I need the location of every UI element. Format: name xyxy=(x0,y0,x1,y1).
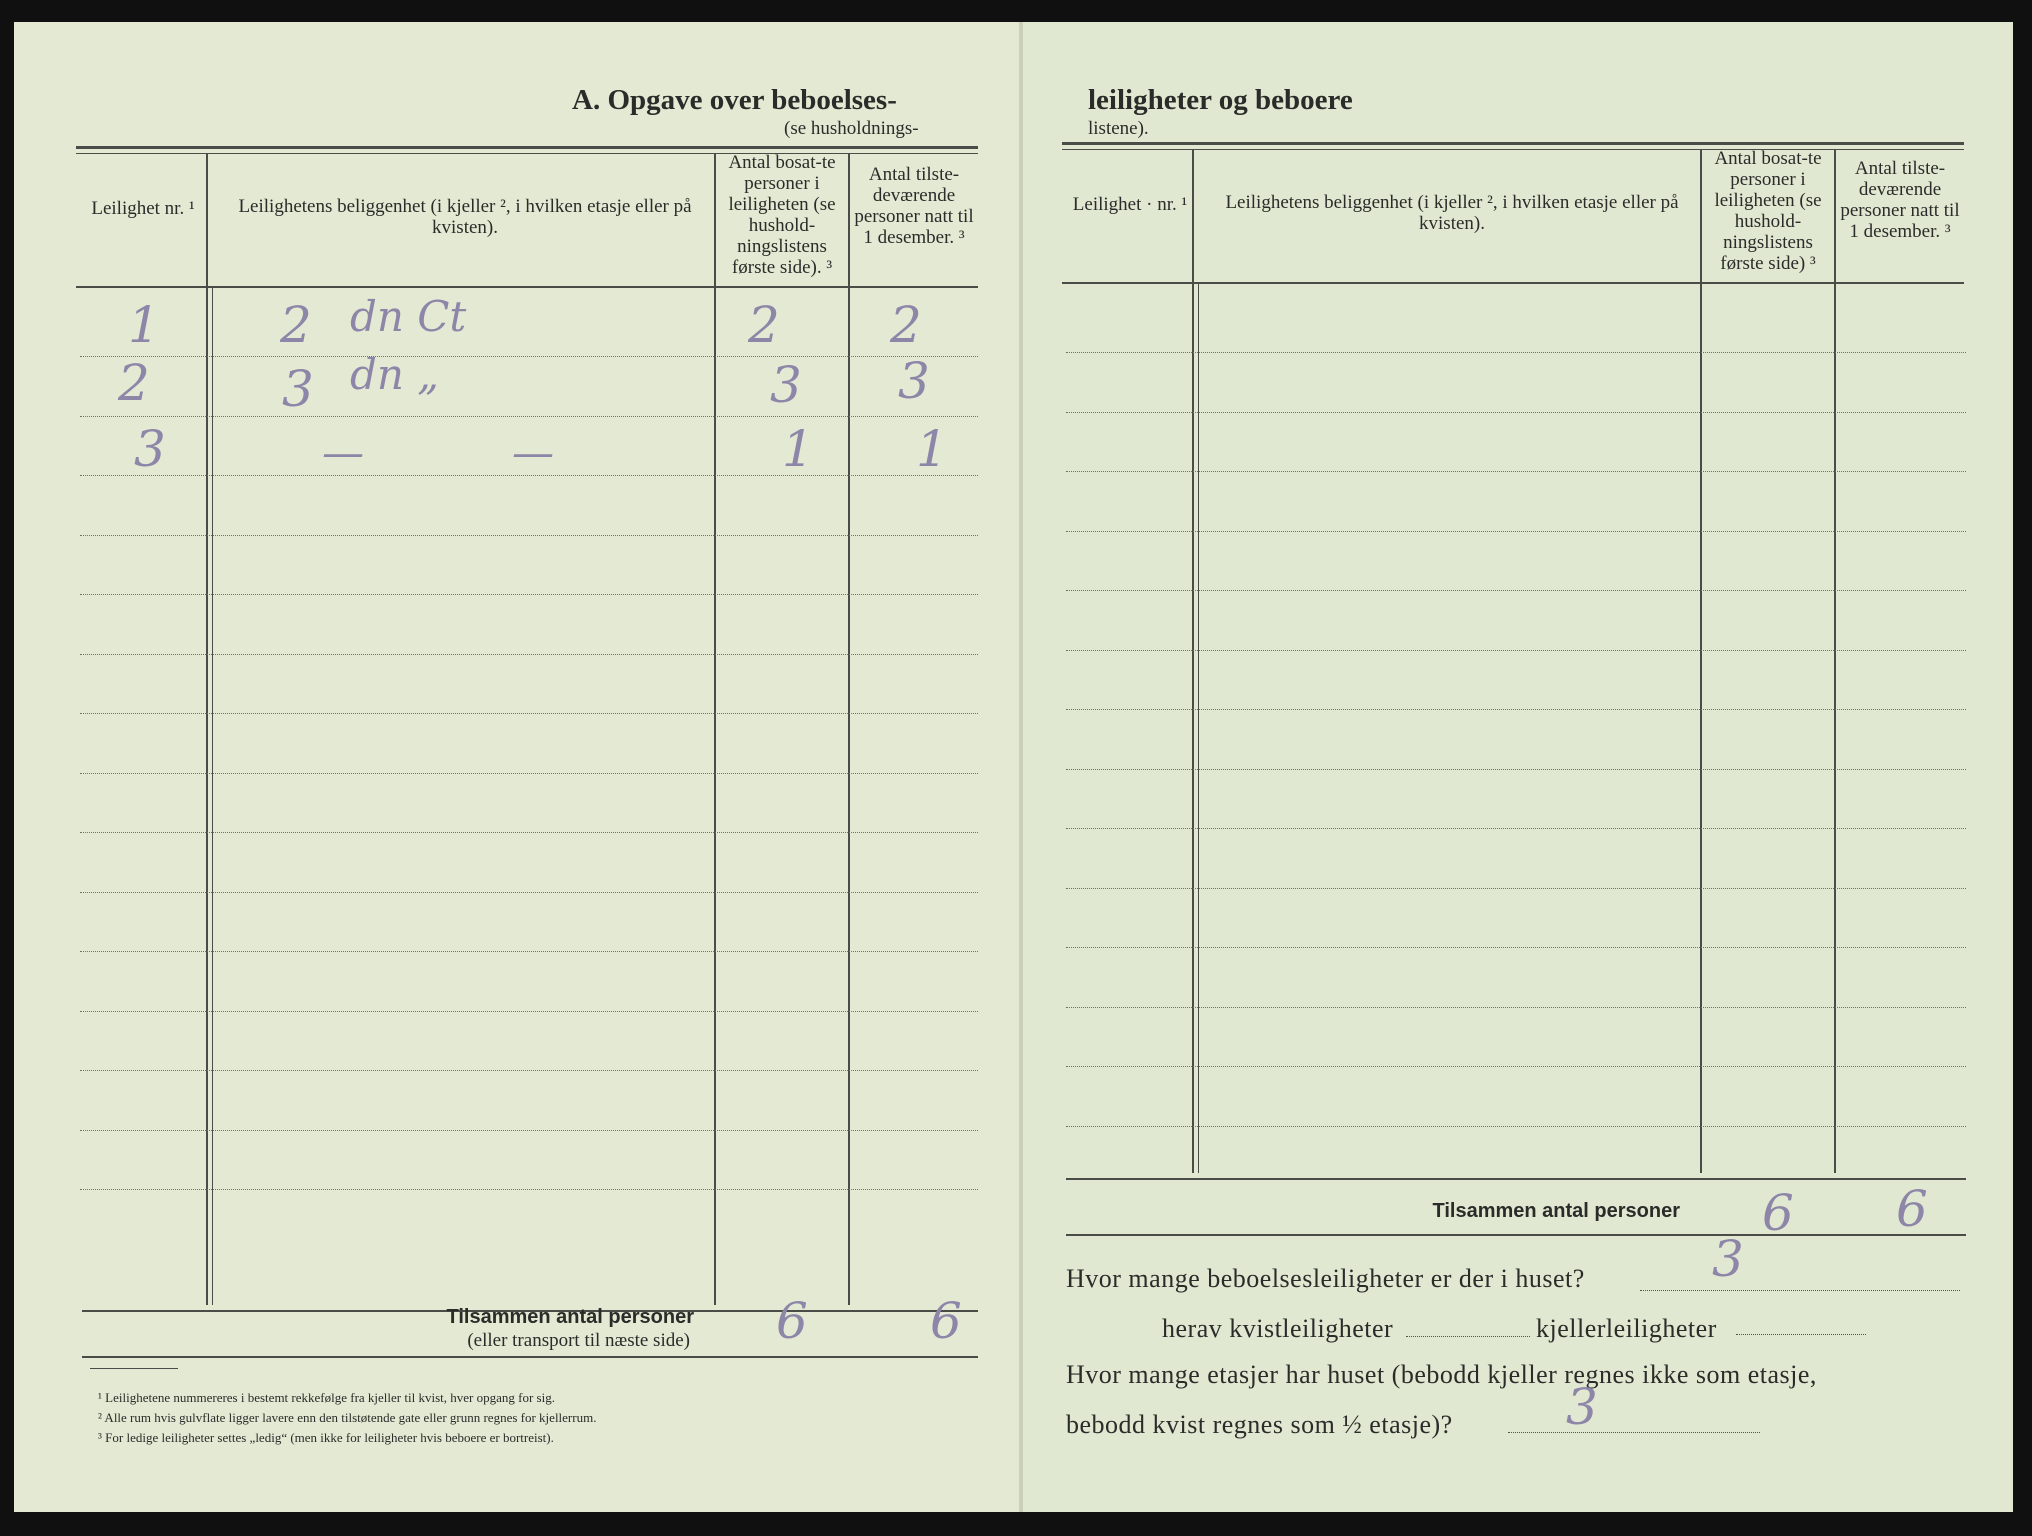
left-row3-nr: 3 xyxy=(134,420,166,478)
right-header-top-rule xyxy=(1062,142,1964,145)
left-col-divider-1b xyxy=(212,286,213,1305)
question-kjeller: kjellerleiligheter xyxy=(1536,1314,1717,1343)
answer-apartments: 3 xyxy=(1712,1230,1744,1288)
right-header-location: Leilighetens beliggenhet (i kjeller ², i hvilken etasje eller på kvisten). xyxy=(1225,192,1679,234)
left-row2-bosatte: 3 xyxy=(770,356,802,414)
left-header-top-rule xyxy=(76,146,978,149)
left-total-bosatte: 6 xyxy=(776,1292,808,1350)
right-header-tilstede: Antal tilste-deværende personer natt til 1 desember. ³ xyxy=(1840,158,1960,242)
answer-line-floors xyxy=(1508,1432,1760,1433)
left-row-rule xyxy=(80,654,978,655)
right-total-tilstede: 6 xyxy=(1896,1180,1928,1238)
question-apartments: Hvor mange beboelsesleiligheter er der i huset? xyxy=(1066,1264,1585,1293)
left-header-location: Leilighetens beliggenhet (i kjeller ², i hvilken etasje eller på kvisten). xyxy=(238,196,692,238)
right-total-label: Tilsammen antal personer xyxy=(1432,1200,1680,1222)
right-row-rule xyxy=(1066,769,1966,770)
left-row3-location: — xyxy=(322,428,364,477)
right-header-nr: Leilighet · nr. ¹ xyxy=(1072,194,1188,215)
answer-line-kjeller xyxy=(1736,1334,1866,1335)
footnote-1: ¹ Leilighetene nummereres i bestemt rekkefølge fra kjeller til kvist, hver opgang for sig. xyxy=(98,1390,555,1405)
left-total-sub: (eller transport til næste side) xyxy=(467,1330,690,1351)
right-col-divider-1 xyxy=(1192,149,1194,1173)
right-row-rule xyxy=(1066,709,1966,710)
left-row-rule xyxy=(80,1011,978,1012)
left-row-rule xyxy=(80,1189,978,1190)
left-row-rule xyxy=(80,1130,978,1131)
left-col-divider-2 xyxy=(714,153,716,1305)
right-row-rule xyxy=(1066,828,1966,829)
left-row-rule xyxy=(80,951,978,952)
answer-floors: 3 xyxy=(1566,1378,1598,1436)
left-row1-tilstede: 2 xyxy=(890,296,922,354)
left-row2-nr: 2 xyxy=(118,354,150,412)
right-col-divider-1b xyxy=(1198,282,1199,1173)
right-col-divider-2 xyxy=(1700,149,1702,1173)
right-header-bosatte: Antal bosat-te personer i leiligheten (se hushold-ningslistens første side) ³ xyxy=(1714,148,1822,274)
right-total-bosatte: 6 xyxy=(1762,1184,1794,1242)
right-col-divider-3 xyxy=(1834,149,1836,1173)
left-total-label: Tilsammen antal personer xyxy=(446,1306,694,1328)
left-header-bosatte: Antal bosat-te personer i leiligheten (se hushold-ningslistens første side). ³ xyxy=(728,152,836,278)
left-col-divider-3 xyxy=(848,153,850,1305)
right-row-rule xyxy=(1066,1066,1966,1067)
question-floors: Hvor mange etasjer har huset (bebodd kjeller regnes ikke som etasje, xyxy=(1066,1360,1817,1389)
footnote-2: ² Alle rum hvis gulvflate ligger lavere enn den tilstøtende gate eller grunn regnes for kjellerrum. xyxy=(98,1410,597,1425)
right-title: leiligheter og beboere xyxy=(1088,84,1353,116)
left-row-rule xyxy=(80,713,978,714)
left-row1-location: 2 xyxy=(280,296,312,354)
answer-line-kvist xyxy=(1406,1336,1530,1337)
question-floors-cont: bebodd kvist regnes som ½ etasje)? xyxy=(1066,1410,1453,1439)
left-row2-location-note: dn „ xyxy=(350,350,440,399)
left-row-rule xyxy=(80,356,978,357)
right-row-rule xyxy=(1066,650,1966,651)
right-row-rule xyxy=(1066,1007,1966,1008)
left-row-rule xyxy=(80,773,978,774)
right-row-rule xyxy=(1066,590,1966,591)
left-total-tilstede: 6 xyxy=(930,1292,962,1350)
right-row-rule xyxy=(1066,471,1966,472)
left-row3-location-note: — xyxy=(512,428,554,477)
left-total-bottom-rule xyxy=(82,1356,978,1358)
answer-line-apartments xyxy=(1640,1290,1960,1291)
right-total-rule xyxy=(1066,1178,1966,1180)
right-row-rule xyxy=(1066,947,1966,948)
left-row2-tilstede: 3 xyxy=(898,352,930,410)
left-row-rule xyxy=(80,1070,978,1071)
left-row-rule xyxy=(80,892,978,893)
footnote-3: ³ For ledige leiligheter settes „ledig“ (men ikke for leiligheter hvis beboere er bortreist). xyxy=(98,1430,554,1445)
right-row-rule xyxy=(1066,888,1966,889)
left-row1-bosatte: 2 xyxy=(748,296,780,354)
left-header-tilstede: Antal tilste-deværende personer natt til 1 desember. ³ xyxy=(854,164,974,248)
left-row1-nr: 1 xyxy=(128,296,160,354)
left-subtitle: (se husholdnings- xyxy=(784,118,919,139)
left-row-rule xyxy=(80,416,978,417)
right-row-rule xyxy=(1066,531,1966,532)
left-row-rule xyxy=(80,535,978,536)
left-row2-location: 3 xyxy=(282,360,314,418)
right-row-rule xyxy=(1066,412,1966,413)
left-header-nr: Leilighet nr. ¹ xyxy=(91,198,195,219)
footnote-rule xyxy=(90,1368,178,1369)
right-row-rule xyxy=(1066,1126,1966,1127)
right-row-rule xyxy=(1066,352,1966,353)
left-row3-bosatte: 1 xyxy=(782,420,814,478)
right-subtitle: listene). xyxy=(1088,118,1149,139)
question-kvist: herav kvistleiligheter xyxy=(1162,1314,1394,1343)
right-total-bottom-rule xyxy=(1066,1234,1966,1236)
left-col-divider-1 xyxy=(206,153,208,1305)
left-row-rule xyxy=(80,832,978,833)
left-row-rule xyxy=(80,594,978,595)
left-row3-tilstede: 1 xyxy=(916,420,948,478)
left-title: A. Opgave over beboelses- xyxy=(572,84,897,116)
left-row1-location-note: dn Ct xyxy=(350,292,467,341)
